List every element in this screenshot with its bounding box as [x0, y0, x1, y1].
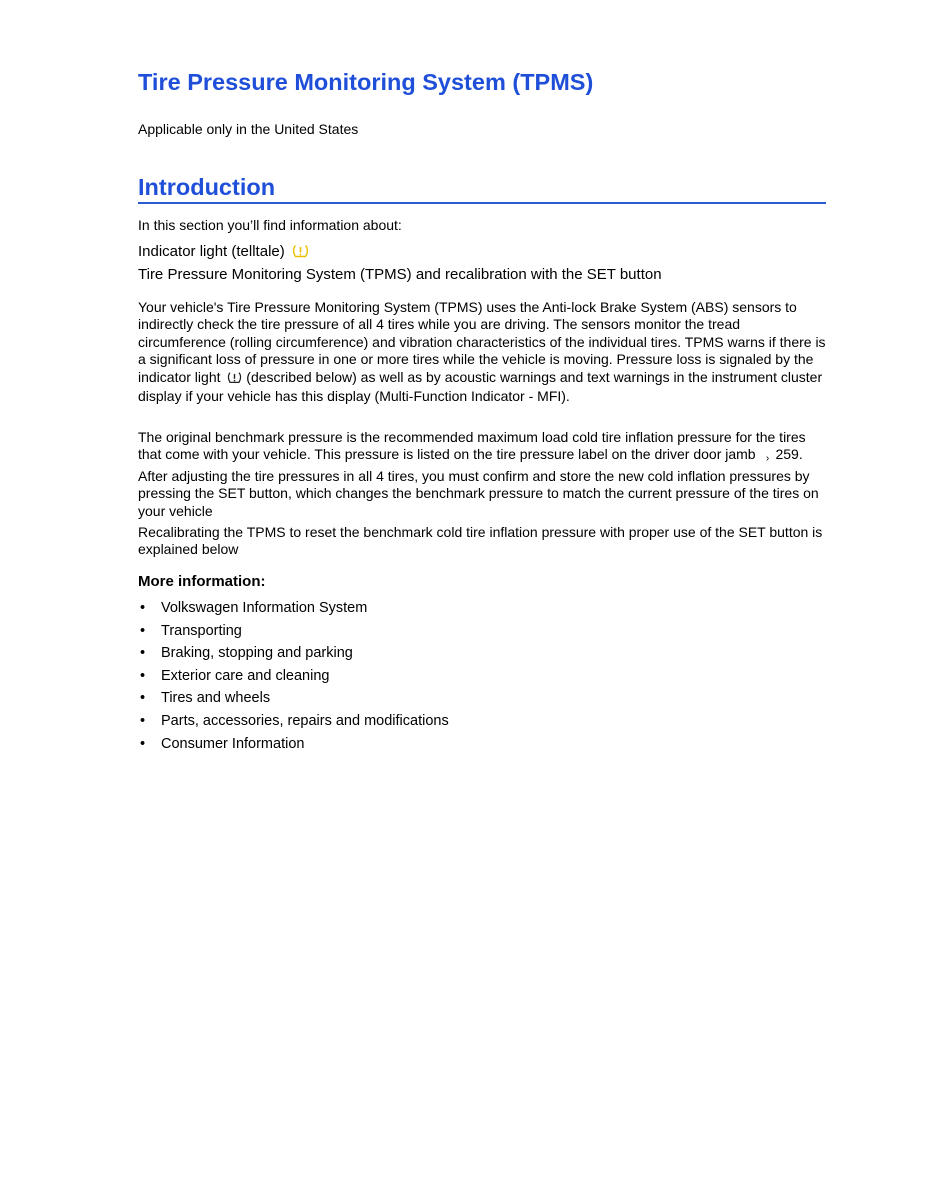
paragraph-recalibration: Recalibrating the TPMS to reset the benchmark cold tire inflation pressure with proper use of the SET button is explained below [138, 524, 823, 558]
list-item[interactable] [138, 668, 449, 691]
list-item-label: Exterior care and cleaning [161, 667, 330, 684]
list-item[interactable] [138, 623, 449, 646]
paragraph-text: Your vehicle's Tire Pressure Monitoring System (TPMS) uses the Anti-lock Brake System (ABS) sensors to indirectly check the tire pressure of all 4 tires while you are driving. The sensors monitor the tread circumference (rolling circumference) and vibration characteristics of the individual tires. TPMS warns if there is a significant loss of pressure in one or more tires while the vehicle is moving. Pressure loss is signaled by the indicator light [138, 299, 826, 385]
bullet-icon: • [140, 622, 146, 639]
bullet-icon: • [140, 600, 146, 616]
page-subtitle: Applicable only in the United States [138, 121, 359, 137]
bullet-icon: • [140, 667, 146, 684]
link-indicator-light[interactable] [138, 243, 309, 262]
page-reference-arrow-icon[interactable]: › [765, 453, 770, 465]
list-item[interactable] [138, 645, 449, 668]
link-tpms-recalibration[interactable] [138, 266, 662, 283]
more-information-list [138, 600, 449, 758]
page-reference-text[interactable]: 259. After adjusting the tire pressures in all 4 tires, you must confirm and store the new cold inflation pressures by pressing the SET button, which changes the benchmark pressure to match the current pressure of the tires on your vehicle [138, 446, 819, 519]
list-item[interactable] [138, 736, 449, 759]
page-title: Tire Pressure Monitoring System (TPMS) [138, 69, 594, 95]
bullet-icon: • [140, 735, 146, 752]
list-item-label: Transporting [161, 622, 242, 639]
link-label: Indicator light (telltale) [138, 243, 285, 260]
section-heading-introduction: Introduction [138, 174, 826, 204]
tpms-warning-icon [292, 244, 309, 262]
paragraph-tpms-overview [138, 299, 828, 405]
list-item-label: Volkswagen Information System [161, 600, 368, 616]
list-item-label: Tires and wheels [161, 690, 271, 707]
bullet-icon: • [140, 690, 146, 707]
more-information-heading: More information: [138, 573, 266, 590]
list-item-label: Consumer Information [161, 735, 305, 752]
paragraph-text: (described below) as well as by acoustic warnings and text warnings in the instrument cluster display if your vehicle has this display (Multi-Function Indicator - MFI). [138, 368, 823, 405]
bullet-icon: • [140, 645, 146, 662]
bullet-icon: • [140, 712, 146, 729]
paragraph-text: The original benchmark pressure is the recommended maximum load cold tire inflation pressure for the tires that come with your vehicle. This pressure is listed on the tire pressure label on the driver door jamb [138, 429, 806, 463]
tpms-warning-icon [227, 371, 242, 388]
intro-lead-text: In this section you’ll find information about: [138, 217, 402, 233]
list-item-label: Braking, stopping and parking [161, 645, 353, 662]
list-item[interactable] [138, 713, 449, 736]
list-item[interactable] [138, 690, 449, 713]
list-item[interactable] [138, 600, 449, 623]
list-item-label: Parts, accessories, repairs and modifications [161, 712, 449, 729]
paragraph-benchmark-pressure [138, 429, 828, 520]
link-label: Tire Pressure Monitoring System (TPMS) and recalibration with the SET button [138, 266, 662, 283]
